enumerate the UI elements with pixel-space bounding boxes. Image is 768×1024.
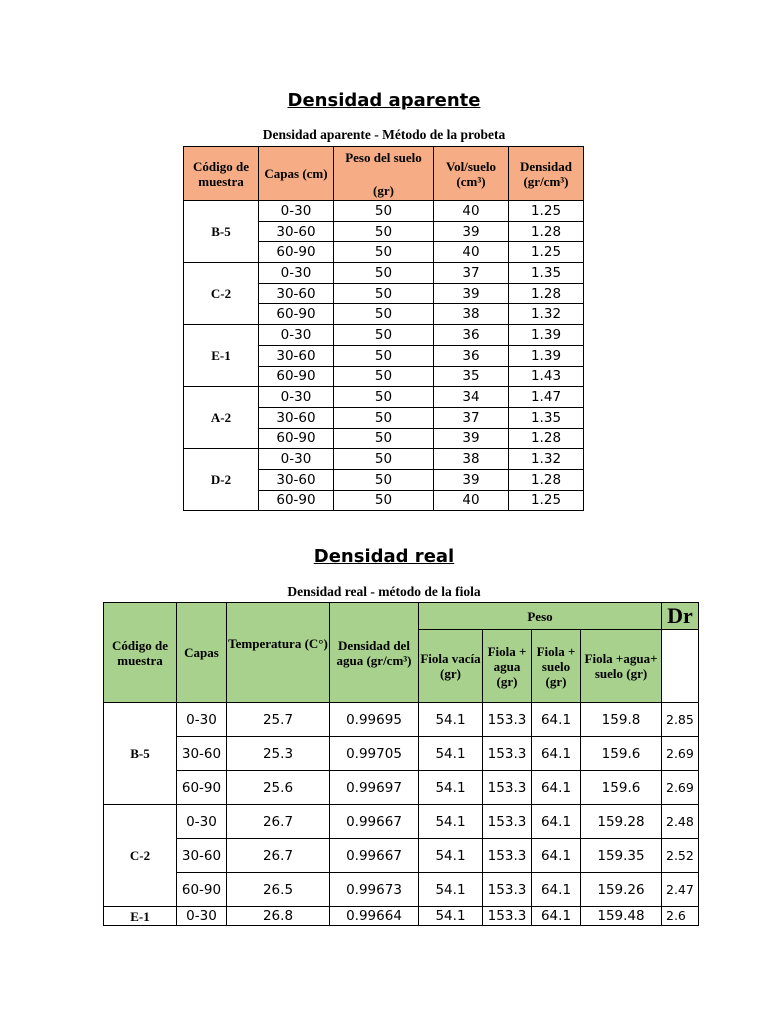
fiola-agua-suelo-cell: 159.6	[581, 771, 662, 805]
header-dr: Dr	[662, 603, 699, 630]
peso-cell: 50	[334, 263, 434, 284]
table-row	[104, 737, 699, 771]
capa-cell: 60-90	[177, 771, 227, 805]
vol-cell: 38	[434, 449, 509, 470]
fiola-agua-suelo-cell: 159.28	[581, 805, 662, 839]
vol-cell: 38	[434, 304, 509, 325]
table-row	[184, 201, 584, 222]
fiola-agua-cell: 153.3	[483, 737, 532, 771]
header-vol-suelo: Vol/suelo (cm³)	[434, 147, 509, 201]
vol-cell: 34	[434, 387, 509, 408]
peso-cell: 50	[334, 428, 434, 449]
header-capas: Capas	[177, 603, 227, 703]
header-fiola-agua: Fiola + agua (gr)	[483, 630, 532, 703]
capa-cell: 60-90	[259, 242, 334, 263]
table-row	[184, 325, 584, 346]
fiola-vacia-cell: 54.1	[419, 839, 483, 873]
densidad-cell: 1.35	[509, 407, 584, 428]
densidad-agua-cell: 0.99667	[330, 805, 419, 839]
fiola-suelo-cell: 64.1	[532, 907, 581, 926]
densidad-cell: 1.28	[509, 283, 584, 304]
fiola-agua-cell: 153.3	[483, 703, 532, 737]
densidad-cell: 1.32	[509, 304, 584, 325]
dr-header-blank	[662, 630, 699, 703]
peso-cell: 50	[334, 469, 434, 490]
fiola-vacia-cell: 54.1	[419, 873, 483, 907]
sample-code: E-1	[184, 325, 259, 387]
dr-cell: 2.47	[662, 873, 699, 907]
table-row	[104, 873, 699, 907]
fiola-suelo-cell: 64.1	[532, 873, 581, 907]
vol-cell: 40	[434, 490, 509, 511]
densidad-cell: 1.25	[509, 490, 584, 511]
table-row	[184, 263, 584, 284]
capa-cell: 30-60	[259, 407, 334, 428]
fiola-suelo-cell: 64.1	[532, 805, 581, 839]
capa-cell: 30-60	[259, 221, 334, 242]
fiola-suelo-cell: 64.1	[532, 771, 581, 805]
dr-cell: 2.52	[662, 839, 699, 873]
header-peso-suelo	[334, 147, 434, 201]
densidad-cell: 1.28	[509, 469, 584, 490]
fiola-agua-cell: 153.3	[483, 907, 532, 926]
header-peso-suelo-unit: (gr)	[373, 183, 394, 198]
vol-cell: 37	[434, 407, 509, 428]
vol-cell: 40	[434, 242, 509, 263]
dr-cell: 2.69	[662, 737, 699, 771]
fiola-agua-cell: 153.3	[483, 839, 532, 873]
densidad-real-table	[103, 602, 699, 926]
temperatura-cell: 26.8	[227, 907, 330, 926]
capa-cell: 30-60	[259, 469, 334, 490]
vol-cell: 37	[434, 263, 509, 284]
capa-cell: 0-30	[177, 703, 227, 737]
capa-cell: 0-30	[259, 263, 334, 284]
header-peso-suelo-label: Peso del suelo	[345, 150, 422, 165]
fiola-agua-cell: 153.3	[483, 873, 532, 907]
densidad-cell: 1.28	[509, 428, 584, 449]
dr-cell: 2.48	[662, 805, 699, 839]
temperatura-cell: 26.5	[227, 873, 330, 907]
peso-cell: 50	[334, 387, 434, 408]
fiola-vacia-cell: 54.1	[419, 907, 483, 926]
fiola-agua-suelo-cell: 159.8	[581, 703, 662, 737]
densidad-agua-cell: 0.99705	[330, 737, 419, 771]
fiola-agua-suelo-cell: 159.6	[581, 737, 662, 771]
peso-cell: 50	[334, 283, 434, 304]
table-row	[104, 703, 699, 737]
capa-cell: 0-30	[259, 201, 334, 222]
sample-code: B-5	[184, 201, 259, 263]
fiola-vacia-cell: 54.1	[419, 771, 483, 805]
section1-table-caption: Densidad aparente - Método de la probeta	[262, 127, 506, 142]
temperatura-cell: 25.7	[227, 703, 330, 737]
fiola-agua-cell: 153.3	[483, 771, 532, 805]
sample-code: E-1	[104, 907, 177, 926]
densidad-cell: 1.39	[509, 345, 584, 366]
fiola-agua-suelo-cell: 159.26	[581, 873, 662, 907]
vol-cell: 40	[434, 201, 509, 222]
capa-cell: 60-90	[259, 366, 334, 387]
vol-cell: 36	[434, 345, 509, 366]
densidad-cell: 1.32	[509, 449, 584, 470]
peso-cell: 50	[334, 407, 434, 428]
sample-code: A-2	[184, 387, 259, 449]
vol-cell: 35	[434, 366, 509, 387]
peso-cell: 50	[334, 366, 434, 387]
densidad-cell: 1.35	[509, 263, 584, 284]
capa-cell: 60-90	[259, 304, 334, 325]
capa-cell: 60-90	[259, 428, 334, 449]
temperatura-cell: 25.6	[227, 771, 330, 805]
capa-cell: 0-30	[259, 387, 334, 408]
densidad-agua-cell: 0.99695	[330, 703, 419, 737]
peso-cell: 50	[334, 304, 434, 325]
temperatura-cell: 26.7	[227, 805, 330, 839]
fiola-vacia-cell: 54.1	[419, 703, 483, 737]
fiola-suelo-cell: 64.1	[532, 703, 581, 737]
table-row	[184, 449, 584, 470]
fiola-agua-suelo-cell: 159.35	[581, 839, 662, 873]
table-row	[104, 839, 699, 873]
densidad-cell: 1.25	[509, 242, 584, 263]
header-densidad: Densidad (gr/cm³)	[509, 147, 584, 201]
densidad-agua-cell: 0.99697	[330, 771, 419, 805]
fiola-suelo-cell: 64.1	[532, 737, 581, 771]
temperatura-cell: 25.3	[227, 737, 330, 771]
vol-cell: 36	[434, 325, 509, 346]
sample-code: B-5	[104, 703, 177, 805]
capa-cell: 30-60	[259, 283, 334, 304]
fiola-vacia-cell: 54.1	[419, 805, 483, 839]
peso-cell: 50	[334, 242, 434, 263]
densidad-cell: 1.25	[509, 201, 584, 222]
sample-code: D-2	[184, 449, 259, 511]
header-codigo-muestra: Código de muestra	[104, 603, 177, 703]
section2-heading: Densidad real	[313, 546, 455, 567]
dr-cell: 2.6	[662, 907, 699, 926]
capa-cell: 0-30	[177, 907, 227, 926]
header-densidad-agua: Densidad del agua (gr/cm³)	[330, 603, 419, 703]
vol-cell: 39	[434, 283, 509, 304]
header-fiola-vacia: Fiola vacía (gr)	[419, 630, 483, 703]
header-fiola-agua-suelo: Fiola +agua+ suelo (gr)	[581, 630, 662, 703]
capa-cell: 0-30	[259, 325, 334, 346]
vol-cell: 39	[434, 221, 509, 242]
capa-cell: 30-60	[177, 737, 227, 771]
section1-heading: Densidad aparente	[287, 90, 481, 111]
peso-cell: 50	[334, 201, 434, 222]
dr-cell: 2.85	[662, 703, 699, 737]
header-codigo-muestra: Código de muestra	[184, 147, 259, 201]
peso-cell: 50	[334, 325, 434, 346]
sample-code: C-2	[104, 805, 177, 907]
table-row	[104, 805, 699, 839]
header-fiola-suelo: Fiola + suelo (gr)	[532, 630, 581, 703]
densidad-agua-cell: 0.99664	[330, 907, 419, 926]
peso-cell: 50	[334, 221, 434, 242]
sample-code: C-2	[184, 263, 259, 325]
table-row	[104, 907, 699, 926]
header-temperatura: Temperatura (C°)	[227, 603, 330, 703]
section2-table-caption: Densidad real - método de la fiola	[287, 584, 481, 599]
vol-cell: 39	[434, 428, 509, 449]
capa-cell: 60-90	[259, 490, 334, 511]
densidad-cell: 1.39	[509, 325, 584, 346]
table-row	[104, 771, 699, 805]
peso-cell: 50	[334, 449, 434, 470]
temperatura-cell: 26.7	[227, 839, 330, 873]
header-capas: Capas (cm)	[259, 147, 334, 201]
densidad-cell: 1.28	[509, 221, 584, 242]
vol-cell: 39	[434, 469, 509, 490]
densidad-aparente-table	[183, 146, 584, 511]
dr-cell: 2.69	[662, 771, 699, 805]
fiola-suelo-cell: 64.1	[532, 839, 581, 873]
table-row	[184, 387, 584, 408]
peso-cell: 50	[334, 345, 434, 366]
densidad-agua-cell: 0.99673	[330, 873, 419, 907]
capa-cell: 60-90	[177, 873, 227, 907]
fiola-agua-suelo-cell: 159.48	[581, 907, 662, 926]
densidad-agua-cell: 0.99667	[330, 839, 419, 873]
fiola-vacia-cell: 54.1	[419, 737, 483, 771]
fiola-agua-cell: 153.3	[483, 805, 532, 839]
capa-cell: 30-60	[177, 839, 227, 873]
capa-cell: 0-30	[259, 449, 334, 470]
capa-cell: 30-60	[259, 345, 334, 366]
densidad-cell: 1.47	[509, 387, 584, 408]
capa-cell: 0-30	[177, 805, 227, 839]
densidad-cell: 1.43	[509, 366, 584, 387]
header-peso: Peso	[419, 603, 662, 630]
peso-cell: 50	[334, 490, 434, 511]
